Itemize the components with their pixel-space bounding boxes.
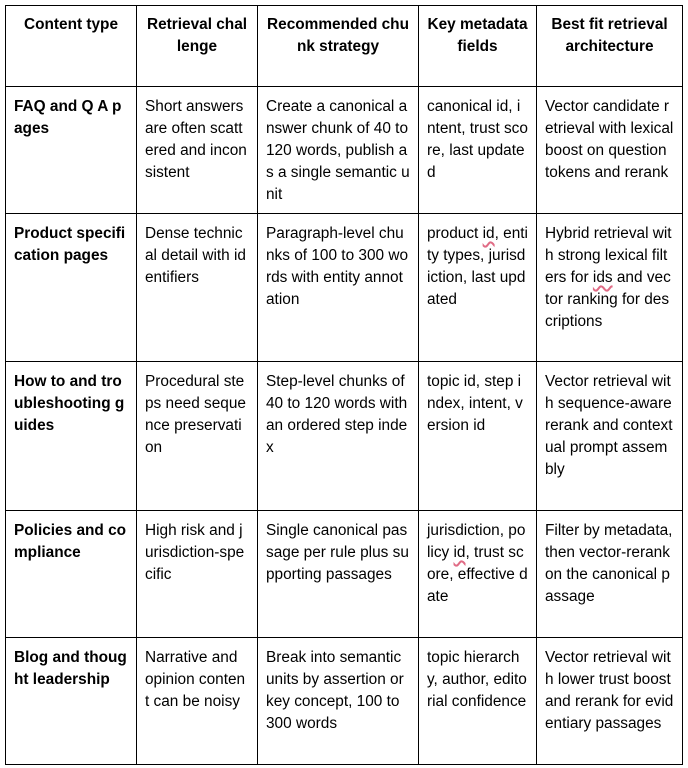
metadata-text: jurisdiction, policy: [427, 522, 526, 561]
content-retrieval-table: [5, 5, 683, 765]
challenge-cell: High risk and jurisdiction-specific: [137, 511, 258, 638]
content-type-cell: Policies and compliance: [6, 511, 137, 638]
content-type-cell: Product specification pages: [6, 214, 137, 362]
metadata-text: product: [427, 225, 483, 242]
challenge-cell: Dense technical detail with identifiers: [137, 214, 258, 362]
architecture-cell: Vector retrieval with sequence-aware rerank and contextual prompt assembly: [537, 362, 683, 511]
content-type-cell: How to and troubleshooting guides: [6, 362, 137, 511]
architecture-cell: Vector candidate retrieval with lexical boost on question tokens and rerank: [537, 87, 683, 214]
strategy-cell: Paragraph-level chunks of 100 to 300 words with entity annotation: [258, 214, 419, 362]
table-row: [6, 362, 683, 511]
metadata-cell: topic id, step index, intent, version id: [419, 362, 537, 511]
table-row: [6, 511, 683, 638]
header-metadata-fields: Key metadata fields: [419, 6, 537, 87]
strategy-cell: Break into semantic units by assertion or key concept, 100 to 300 words: [258, 638, 419, 765]
architecture-text: Hybrid retrieval with strong lexical filters for: [545, 225, 672, 286]
header-retrieval-challenge: Retrieval challenge: [137, 6, 258, 87]
strategy-cell: Step-level chunks of 40 to 120 words with an ordered step index: [258, 362, 419, 511]
challenge-cell: Short answers are often scattered and inconsistent: [137, 87, 258, 214]
header-row: [6, 6, 683, 87]
content-type-cell: FAQ and Q A pages: [6, 87, 137, 214]
architecture-cell: [537, 214, 683, 362]
spellcheck-underlined-word: id: [453, 544, 466, 561]
architecture-cell: Filter by metadata, then vector-rerank on the canonical passage: [537, 511, 683, 638]
metadata-cell: [419, 214, 537, 362]
table-row: [6, 638, 683, 765]
spellcheck-underlined-word: ids: [592, 269, 613, 286]
table-row: [6, 87, 683, 214]
strategy-cell: Create a canonical answer chunk of 40 to 120 words, publish as a single semantic unit: [258, 87, 419, 214]
challenge-cell: Procedural steps need sequence preservation: [137, 362, 258, 511]
content-type-cell: Blog and thought leadership: [6, 638, 137, 765]
challenge-cell: Narrative and opinion content can be noisy: [137, 638, 258, 765]
metadata-text: , trust score, effective date: [427, 544, 528, 605]
strategy-cell: Single canonical passage per rule plus supporting passages: [258, 511, 419, 638]
metadata-cell: canonical id, intent, trust score, last updated: [419, 87, 537, 214]
metadata-cell: topic hierarchy, author, editorial confidence: [419, 638, 537, 765]
table-row: [6, 214, 683, 362]
metadata-cell: [419, 511, 537, 638]
architecture-cell: Vector retrieval with lower trust boost and rerank for evidentiary passages: [537, 638, 683, 765]
header-retrieval-architecture: Best fit retrieval architecture: [537, 6, 683, 87]
metadata-text: , entity types, jurisdiction, last updated: [427, 225, 528, 308]
spellcheck-underlined-word: id: [482, 225, 495, 242]
document-page: [5, 5, 683, 765]
header-chunk-strategy: Recommended chunk strategy: [258, 6, 419, 87]
header-content-type: Content type: [6, 6, 137, 87]
architecture-text: and vector ranking for descriptions: [545, 269, 671, 330]
